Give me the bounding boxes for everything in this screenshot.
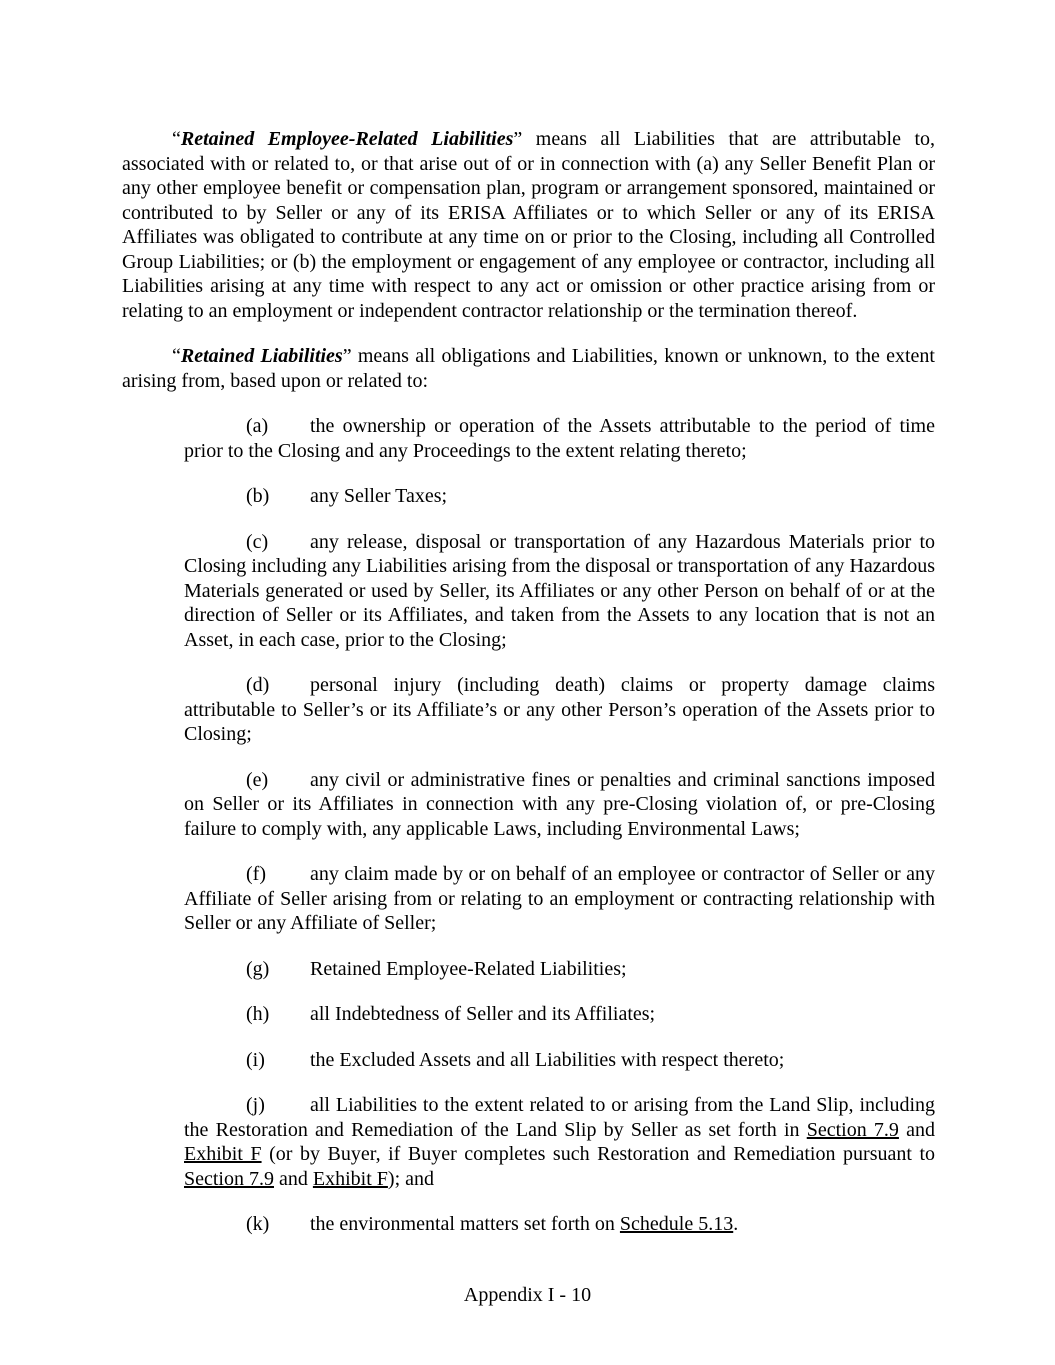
- text-run: and: [274, 1167, 313, 1190]
- cross-reference: Schedule 5.13: [619, 1213, 734, 1235]
- text-run: Retained Employee-Related Liabilities;: [310, 957, 627, 980]
- text-run: (or by Buyer, if Buyer completes such Restoration and Remediation pursuant to: [261, 1143, 936, 1165]
- clause-label: (h): [246, 1003, 270, 1025]
- clause-label: (f): [246, 863, 266, 885]
- page-number-label: Appendix I - 10: [463, 1284, 592, 1306]
- clause-h: [184, 1002, 935, 1027]
- clause-b: [184, 484, 935, 509]
- clause-label: (k): [246, 1213, 270, 1235]
- clause-text: [310, 1003, 655, 1025]
- clause-text: [310, 958, 627, 980]
- text-run: ); and: [387, 1167, 434, 1190]
- clause-label: (j): [246, 1094, 265, 1116]
- paragraph-retained-employee-related-liabilities: [122, 127, 935, 323]
- text-run: .: [733, 1213, 739, 1235]
- defined-term: Retained Employee-Related Liabilities: [180, 128, 514, 150]
- clause-label: (d): [246, 674, 270, 696]
- text-run: the Excluded Assets and all Liabilities with respect thereto;: [310, 1048, 785, 1071]
- paragraph-retained-liabilities: [122, 344, 935, 393]
- clause-label: (b): [246, 485, 270, 507]
- clause-d: [184, 673, 935, 747]
- clause-label: (c): [246, 530, 269, 553]
- defined-term: Retained Liabilities: [180, 345, 343, 367]
- clause-text: [310, 1049, 784, 1071]
- text-run: all Indebtedness of Seller and its Affiliates;: [310, 1003, 656, 1025]
- clause-c: [184, 530, 935, 653]
- text-run: “: [172, 345, 181, 367]
- clause-a: [184, 414, 935, 463]
- text-run: the ownership or operation of the Assets attributable to the period of time prior to the Closing and any Proceedings to the extent relating thereto;: [184, 415, 935, 462]
- text-run: all Liabilities to the extent related to or arising from the Land Slip, including the Restoration and Remediation of the Land Slip by Seller as set forth in: [184, 1094, 935, 1141]
- clause-text: [310, 1213, 738, 1235]
- text-run: the environmental matters set forth on: [310, 1213, 620, 1235]
- cross-reference: Section 7.9: [184, 1167, 274, 1190]
- document-body: [122, 127, 935, 1237]
- text-run: ” means all obligations and Liabilities, known or unknown, to the extent arising from, based upon or related to:: [122, 345, 935, 392]
- clause-j: [184, 1093, 935, 1191]
- clause-k: [184, 1212, 935, 1237]
- clause-label: (i): [246, 1048, 265, 1071]
- text-run: personal injury (including death) claims or property damage claims attributable to Seller’s or its Affiliate’s or any other Person’s operation of the Assets prior to Closing;: [184, 674, 935, 745]
- text-run: any release, disposal or transportation of any Hazardous Materials prior to Closing including any Liabilities arising from the disposal or transportation of any Hazardous Materials generated or used by Seller, its Affiliates or any other Person on behalf of or at the direction of Seller or its Affiliates, and taken from the Assets to any location that is not an Asset, in each case, prior to the Closing;: [184, 530, 935, 651]
- cross-reference: Exhibit F: [312, 1167, 388, 1190]
- clause-label: (g): [246, 957, 270, 980]
- text-run: ” means all Liabilities that are attributable to, associated with or related to, or that arise out of or in connection with (a) any Seller Benefit Plan or any other employee benefit or compensation plan, program or arrangement sponsored, maintained or contributed to by Seller or any of its ERISA Affiliates or to which Seller or any of its ERISA Affiliates was obligated to contribute at any time on or prior to the Closing, including all Controlled Group Liabilities; or (b) the employment or engagement of any employee or contractor, including all Liabilities arising at any time with respect to any act or omission or other practice arising from or relating to an employment or independent contractor relationship or the termination thereof.: [122, 128, 936, 322]
- clause-g: [184, 957, 935, 982]
- clause-label: (e): [246, 768, 269, 791]
- text-run: any claim made by or on behalf of an employee or contractor of Seller or any Affiliate of Seller arising from or relating to an employment or contracting relationship with Seller or any Affiliate of Seller;: [184, 863, 935, 934]
- text-run: any civil or administrative fines or penalties and criminal sanctions imposed on Seller or its Affiliates in connection with any pre-Closing violation of, or pre-Closing failure to comply with, any applicable Laws, including Environmental Laws;: [184, 768, 935, 840]
- clause-e: [184, 768, 935, 842]
- clause-f: [184, 862, 935, 936]
- text-run: and: [898, 1118, 935, 1141]
- clause-label: (a): [246, 415, 269, 437]
- clause-text: [310, 485, 447, 507]
- text-run: any Seller Taxes;: [310, 485, 448, 507]
- cross-reference: Section 7.9: [806, 1118, 899, 1141]
- cross-reference: Exhibit F: [184, 1143, 262, 1165]
- clause-i: [184, 1048, 935, 1073]
- page-footer: [0, 1283, 1055, 1308]
- text-run: “: [172, 128, 181, 150]
